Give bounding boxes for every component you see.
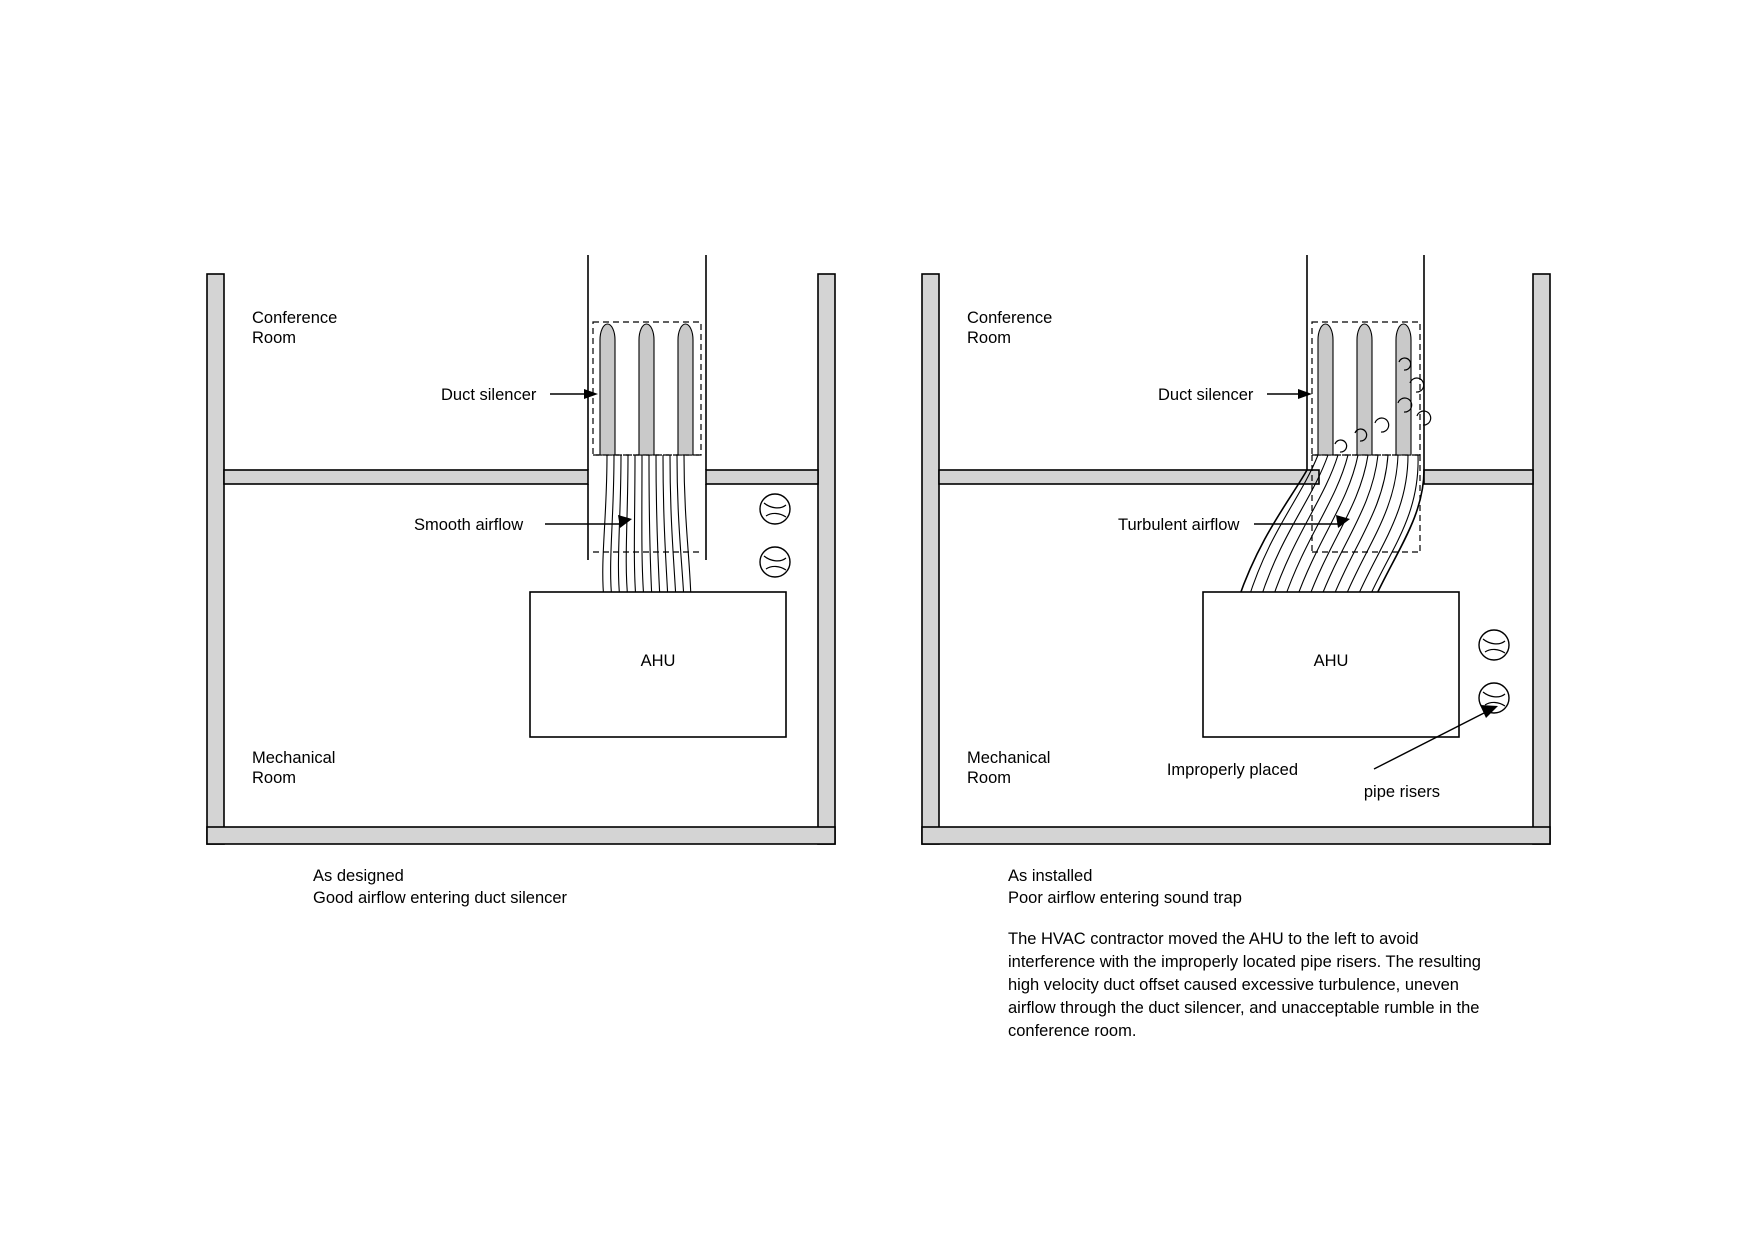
paragraph-line-5: conference room. [1008,1022,1137,1040]
left-pipe-risers [760,494,790,577]
right-conference-room-label-line1: Conference [967,309,1053,327]
right-ahu [1203,592,1459,737]
left-duct-silencer-callout [441,386,598,404]
right-conference-room-label-line2: Room [967,329,1012,347]
paragraph-line-1: The HVAC contractor moved the AHU to the left to avoid [1008,930,1419,948]
left-airflow-streamlines [603,455,691,600]
left-airflow-callout [414,515,632,534]
right-caption-line1: As installed [1008,867,1093,885]
right-duct-silencer-callout [1158,386,1312,404]
left-ahu-label: AHU [640,652,676,670]
right-duct-silencer-callout-label: Duct silencer [1158,386,1254,404]
left-duct-silencer-callout-label: Duct silencer [441,386,537,404]
right-ahu-label: AHU [1313,652,1349,670]
right-mechanical-room-label-line2: Room [967,769,1012,787]
right-pipe-risers [1479,630,1509,713]
left-mechanical-room-label-line2: Room [252,769,297,787]
left-mechanical-room-label-line1: Mechanical [252,749,336,767]
left-caption-line2: Good airflow entering duct silencer [313,889,568,907]
left-conference-room-label-line1: Conference [252,309,338,327]
left-duct-silencer [593,322,701,552]
right-mechanical-room-label-line1: Mechanical [967,749,1051,767]
left-panel [207,255,835,907]
right-panel [922,255,1550,1040]
left-ahu [530,592,786,737]
right-explanation-paragraph [1008,930,1481,1040]
right-airflow-callout [1118,515,1350,534]
paragraph-line-2: interference with the improperly located pipe risers. The resulting [1008,953,1481,971]
paragraph-line-4: airflow through the duct silencer, and unacceptable rumble in the [1008,999,1480,1017]
left-airflow-callout-label: Smooth airflow [414,516,524,534]
right-airflow-callout-label: Turbulent airflow [1118,516,1240,534]
left-conference-room-label-line2: Room [252,329,297,347]
left-caption-line1: As designed [313,867,404,885]
right-turbulence-swirls [1335,358,1431,452]
paragraph-line-3: high velocity duct offset caused excessive turbulence, uneven [1008,976,1459,994]
right-pipe-risers-callout-line1: Improperly placed [1166,761,1298,779]
right-caption-line2: Poor airflow entering sound trap [1008,889,1242,907]
right-pipe-risers-callout-line2: pipe risers [1363,783,1440,801]
